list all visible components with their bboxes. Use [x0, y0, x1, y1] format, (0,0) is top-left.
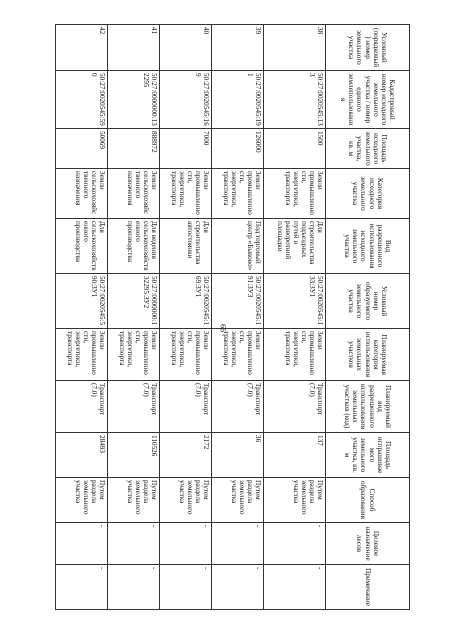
cell-new-plot-number: 50:27:0020545:191:ЗУ3 — [212, 274, 264, 329]
cell-plot-number: 41 — [108, 25, 160, 71]
cell-source-area: 126000 — [212, 129, 264, 169]
cell-planned-use: Транспорт (7.0) — [264, 381, 326, 433]
land-plots-table — [55, 24, 410, 610]
cell-requested-area: 28493 — [56, 433, 108, 478]
cell-formation-method: Путем раздела земельного участка — [160, 478, 212, 523]
cell-formation-method: Путем раздела земельного участка — [264, 478, 326, 523]
cell-source-permitted-use: Для сельскохозяйственного производства — [56, 219, 108, 274]
header-requested-area: Площадь испрашиваемого земельного участка, кв. м — [326, 433, 410, 478]
cell-forest-purpose: - — [108, 523, 160, 565]
header-plot-number: Условный (порядковый) номер земельного участка — [326, 25, 410, 71]
table-row — [160, 25, 212, 610]
cell-source-category: Земли промышленности, энергетики, транспорта — [212, 169, 264, 219]
cell-source-area: 7000 — [160, 129, 212, 169]
cell-forest-purpose: - — [264, 523, 326, 565]
cell-note: - — [264, 565, 326, 610]
header-forest-purpose: Целевое назначение лесов — [326, 523, 410, 565]
table-header-row — [326, 25, 410, 610]
cell-planned-use: Транспорт (7.0) — [108, 381, 160, 433]
cell-source-category: Земли промышленности, энергетики, транспорта — [264, 169, 326, 219]
cell-formation-method: Путем раздела земельного участка — [56, 478, 108, 523]
page-number: 66 — [218, 324, 228, 332]
cell-planned-category: Земли промышленности, энергетики, транспорта — [264, 329, 326, 381]
cell-cadastral-number: 50:27:0020545:169 — [160, 71, 212, 129]
cell-cadastral-number: 50:27:0000000:132295 — [108, 71, 160, 129]
cell-plot-number: 42 — [56, 25, 108, 71]
cell-planned-category: Земли промышленности, энергетики, транспорта — [212, 329, 264, 381]
cell-plot-number: 39 — [212, 25, 264, 71]
header-planned-category: Планируемая категория использования земельных участков — [326, 329, 410, 381]
cell-source-category: Земли промышленности, энергетики, транспорта — [160, 169, 212, 219]
cell-cadastral-number: 50:27:0020545:191 — [212, 71, 264, 129]
header-cadastral-number: Кадастровый номер исходного земельного участка / номер единого землепользования — [326, 71, 410, 129]
cell-requested-area: 137 — [264, 433, 326, 478]
table-row — [56, 25, 108, 610]
cell-new-plot-number: 50:27:0020545:590:ЗУ1 — [56, 274, 108, 329]
cell-planned-category: Земли промышленности, энергетики, транспорта — [56, 329, 108, 381]
cell-cadastral-number: 50:27:0020545:590 — [56, 71, 108, 129]
header-new-plot-number: Условный номер образуемого земельного участка — [326, 274, 410, 329]
cell-planned-use: Транспорт (7.0) — [160, 381, 212, 433]
cell-planned-category: Земли промышленности, энергетики, транспорта — [108, 329, 160, 381]
table-row — [264, 25, 326, 610]
table-row — [108, 25, 160, 610]
cell-source-permitted-use: Для строительства подъездных путей и разворотной площадки — [264, 219, 326, 274]
cell-new-plot-number: 50:27:0020545:133:ЗУ1 — [264, 274, 326, 329]
land-plots-table-wrapper — [55, 24, 410, 609]
cell-planned-use: Транспорт (7.0) — [212, 381, 264, 433]
cell-note: - — [56, 565, 108, 610]
cell-source-area: 1500 — [264, 129, 326, 169]
cell-requested-area: 2172 — [160, 433, 212, 478]
cell-new-plot-number: 50:27:0000000:132295:ЗУ2 — [108, 274, 160, 329]
cell-note: - — [160, 565, 212, 610]
cell-note: - — [108, 565, 160, 610]
header-source-category: Категория исходного земельного участка — [326, 169, 410, 219]
cell-source-permitted-use: Для строительства автостоянки — [160, 219, 212, 274]
cell-source-area: 50069 — [56, 129, 108, 169]
table-row — [212, 25, 264, 610]
cell-new-plot-number: 50:27:0020545:169:ЗУ1 — [160, 274, 212, 329]
cell-source-category: Земли сельскохозяйственного назначения — [56, 169, 108, 219]
cell-formation-method: Путем раздела земельного участка — [212, 478, 264, 523]
cell-cadastral-number: 50:27:0020545:133 — [264, 71, 326, 129]
cell-formation-method: Путем раздела земельного участка — [108, 478, 160, 523]
header-formation-method: Способ образования — [326, 478, 410, 523]
header-source-permitted-use: Вид разрешенного использования исходного земельного участка — [326, 219, 410, 274]
cell-plot-number: 40 — [160, 25, 212, 71]
cell-forest-purpose: - — [212, 523, 264, 565]
cell-forest-purpose: - — [56, 523, 108, 565]
cell-forest-purpose: - — [160, 523, 212, 565]
header-source-area: Площадь исходного земельного участка, кв. м — [326, 129, 410, 169]
cell-plot-number: 38 — [264, 25, 326, 71]
header-note: Примечание — [326, 565, 410, 610]
cell-requested-area: 36 — [212, 433, 264, 478]
cell-note: - — [212, 565, 264, 610]
header-planned-use: Планируемый вид разрешенного использования земельных участков (код) — [326, 381, 410, 433]
cell-planned-category: Земли промышленности, энергетики, транспорта — [160, 329, 212, 381]
cell-requested-area: 110526 — [108, 433, 160, 478]
cell-source-category: Земли сельскохозяйственного назначения — [108, 169, 160, 219]
cell-source-permitted-use: Под торговый центр «Быково» — [212, 219, 264, 274]
cell-source-area: 888972 — [108, 129, 160, 169]
cell-source-permitted-use: Для ведения сельскохозяйственного производства — [108, 219, 160, 274]
cell-planned-use: Транспорт (7.0) — [56, 381, 108, 433]
